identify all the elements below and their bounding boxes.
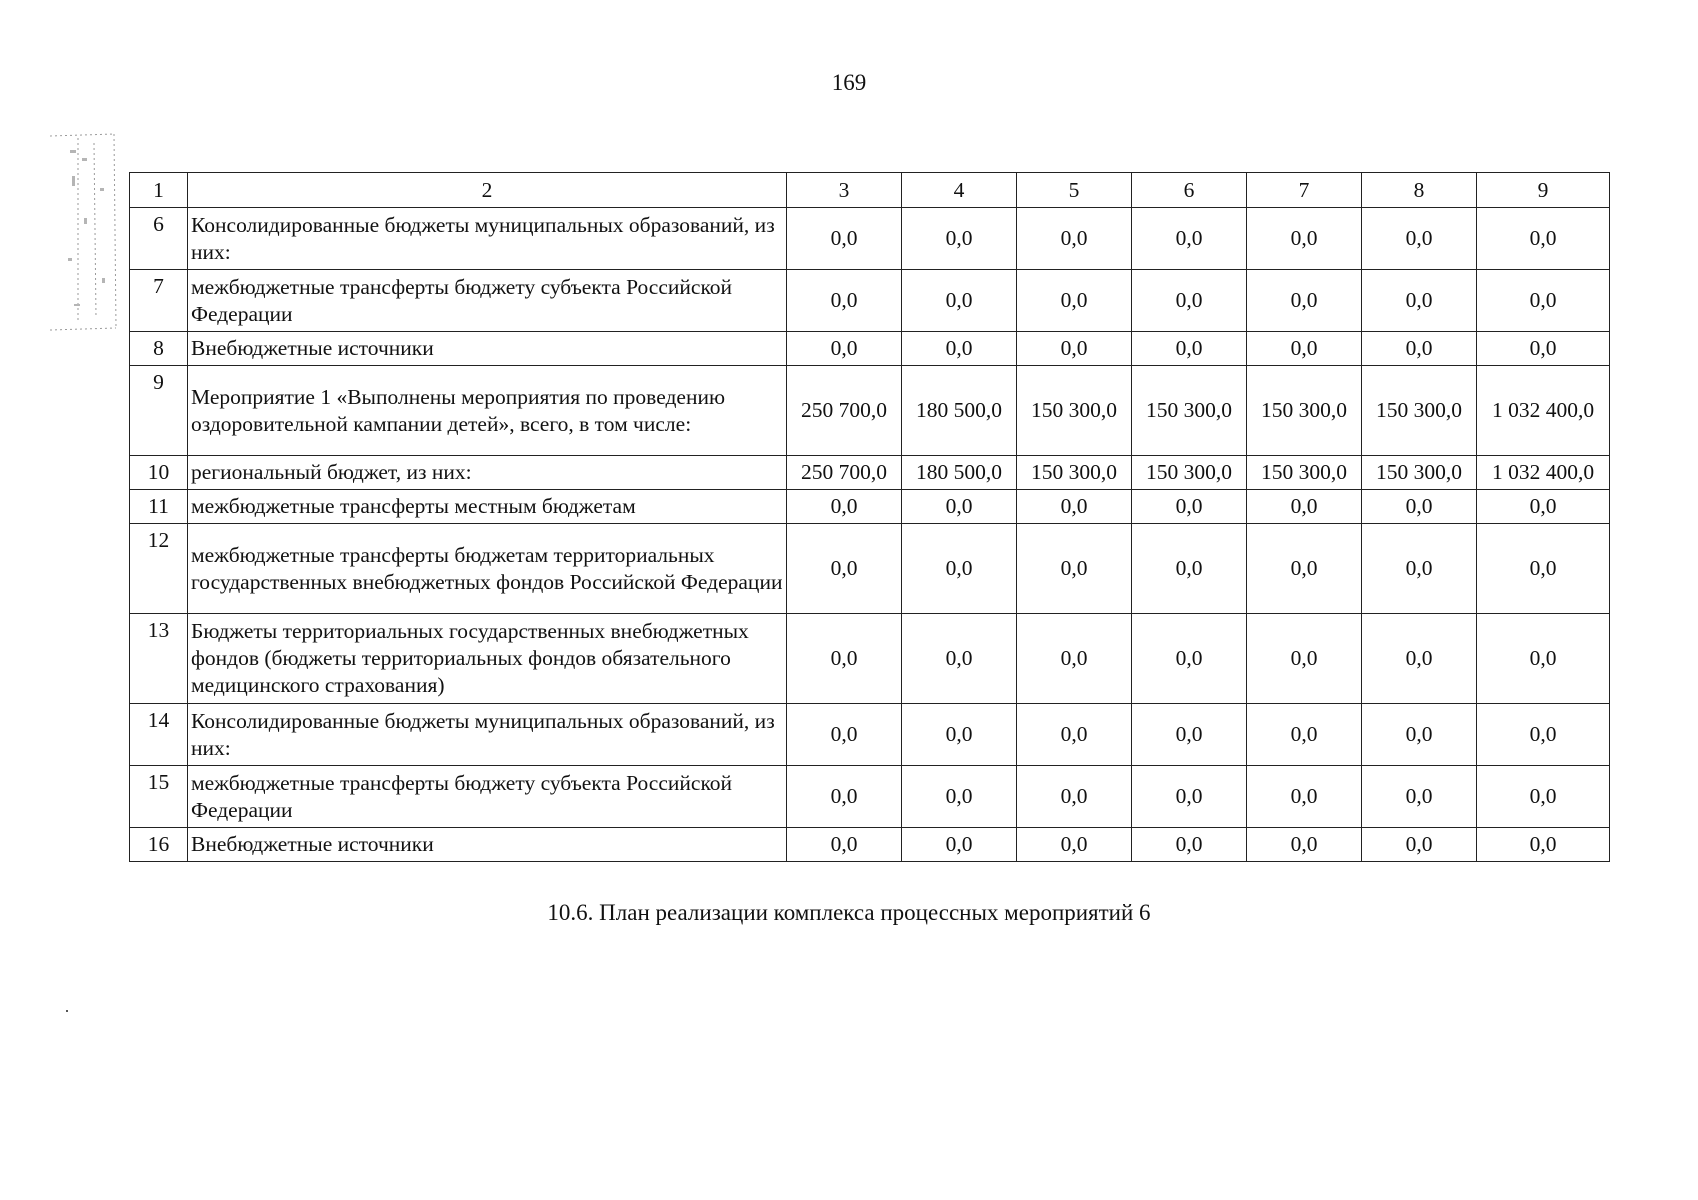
value-cell: 0,0 [1132, 490, 1247, 524]
value-cell: 0,0 [1477, 332, 1610, 366]
table-row [130, 366, 1610, 456]
value-cell: 0,0 [1247, 332, 1362, 366]
row-number: 8 [130, 332, 188, 366]
value-cell: 0,0 [1362, 704, 1477, 766]
row-name: Внебюджетные источники [188, 332, 787, 366]
row-number: 16 [130, 828, 188, 862]
row-number: 14 [130, 704, 188, 766]
column-header: 2 [188, 173, 787, 208]
value-cell: 0,0 [1362, 524, 1477, 614]
value-cell: 0,0 [1477, 490, 1610, 524]
column-header: 6 [1132, 173, 1247, 208]
value-cell: 0,0 [1247, 524, 1362, 614]
row-name: межбюджетные трансферты бюджету субъекта Российской Федерации [188, 270, 787, 332]
row-number: 7 [130, 270, 188, 332]
value-cell: 0,0 [787, 766, 902, 828]
value-cell: 0,0 [787, 614, 902, 704]
value-cell: 0,0 [1247, 704, 1362, 766]
scan-speck [66, 1010, 68, 1012]
table-row [130, 208, 1610, 270]
value-cell: 0,0 [902, 828, 1017, 862]
value-cell: 0,0 [787, 208, 902, 270]
value-cell: 0,0 [902, 490, 1017, 524]
column-header: 9 [1477, 173, 1610, 208]
row-number: 6 [130, 208, 188, 270]
row-number: 10 [130, 456, 188, 490]
value-cell: 0,0 [1247, 270, 1362, 332]
value-cell: 0,0 [1017, 766, 1132, 828]
value-cell: 0,0 [1247, 490, 1362, 524]
row-name: Бюджеты территориальных государственных внебюджетных фондов (бюджеты территориальных фондов обязательного медицинского страхования) [188, 614, 787, 704]
scan-stamp-mark [48, 128, 118, 338]
row-name: Внебюджетные источники [188, 828, 787, 862]
value-cell: 1 032 400,0 [1477, 456, 1610, 490]
column-header: 8 [1362, 173, 1477, 208]
value-cell: 1 032 400,0 [1477, 366, 1610, 456]
value-cell: 0,0 [1362, 828, 1477, 862]
value-cell: 0,0 [1247, 828, 1362, 862]
value-cell: 0,0 [902, 332, 1017, 366]
table-row [130, 524, 1610, 614]
value-cell: 0,0 [902, 766, 1017, 828]
value-cell: 0,0 [1017, 490, 1132, 524]
value-cell: 150 300,0 [1362, 366, 1477, 456]
value-cell: 0,0 [1017, 208, 1132, 270]
value-cell: 0,0 [1477, 766, 1610, 828]
value-cell: 0,0 [787, 828, 902, 862]
value-cell: 0,0 [1017, 524, 1132, 614]
table-row [130, 828, 1610, 862]
value-cell: 150 300,0 [1132, 456, 1247, 490]
value-cell: 0,0 [1477, 704, 1610, 766]
value-cell: 0,0 [1247, 614, 1362, 704]
row-number: 9 [130, 366, 188, 456]
table-header-row [130, 173, 1610, 208]
table-row [130, 704, 1610, 766]
row-name: межбюджетные трансферты бюджетам территориальных государственных внебюджетных фондов Российской Федерации [188, 524, 787, 614]
value-cell: 0,0 [1132, 828, 1247, 862]
value-cell: 0,0 [1017, 270, 1132, 332]
value-cell: 0,0 [1132, 270, 1247, 332]
value-cell: 0,0 [902, 614, 1017, 704]
table-row [130, 270, 1610, 332]
value-cell: 0,0 [787, 704, 902, 766]
column-header: 7 [1247, 173, 1362, 208]
value-cell: 0,0 [1362, 208, 1477, 270]
value-cell: 150 300,0 [1247, 456, 1362, 490]
column-header: 5 [1017, 173, 1132, 208]
value-cell: 0,0 [1247, 766, 1362, 828]
value-cell: 0,0 [1362, 332, 1477, 366]
value-cell: 0,0 [1132, 208, 1247, 270]
value-cell: 0,0 [1477, 270, 1610, 332]
column-header: 1 [130, 173, 188, 208]
table-row [130, 766, 1610, 828]
value-cell: 0,0 [902, 208, 1017, 270]
value-cell: 0,0 [902, 704, 1017, 766]
row-number: 12 [130, 524, 188, 614]
value-cell: 0,0 [902, 524, 1017, 614]
value-cell: 0,0 [1247, 208, 1362, 270]
value-cell: 250 700,0 [787, 456, 902, 490]
column-header: 4 [902, 173, 1017, 208]
row-number: 11 [130, 490, 188, 524]
value-cell: 0,0 [902, 270, 1017, 332]
budget-table [129, 172, 1610, 862]
value-cell: 180 500,0 [902, 456, 1017, 490]
table-row [130, 490, 1610, 524]
value-cell: 0,0 [1362, 270, 1477, 332]
value-cell: 150 300,0 [1017, 366, 1132, 456]
value-cell: 0,0 [787, 332, 902, 366]
value-cell: 0,0 [1362, 490, 1477, 524]
table-row [130, 332, 1610, 366]
value-cell: 0,0 [1477, 524, 1610, 614]
value-cell: 150 300,0 [1362, 456, 1477, 490]
value-cell: 250 700,0 [787, 366, 902, 456]
row-number: 15 [130, 766, 188, 828]
value-cell: 180 500,0 [902, 366, 1017, 456]
value-cell: 0,0 [1132, 704, 1247, 766]
column-header: 3 [787, 173, 902, 208]
value-cell: 0,0 [1477, 614, 1610, 704]
value-cell: 0,0 [1362, 614, 1477, 704]
value-cell: 0,0 [1017, 614, 1132, 704]
value-cell: 0,0 [787, 270, 902, 332]
row-number: 13 [130, 614, 188, 704]
value-cell: 0,0 [1132, 524, 1247, 614]
value-cell: 0,0 [1477, 828, 1610, 862]
value-cell: 0,0 [787, 524, 902, 614]
value-cell: 0,0 [1132, 614, 1247, 704]
value-cell: 0,0 [1017, 332, 1132, 366]
table-row [130, 614, 1610, 704]
value-cell: 0,0 [1132, 332, 1247, 366]
value-cell: 0,0 [1362, 766, 1477, 828]
row-name: межбюджетные трансферты местным бюджетам [188, 490, 787, 524]
value-cell: 0,0 [1017, 828, 1132, 862]
row-name: региональный бюджет, из них: [188, 456, 787, 490]
value-cell: 150 300,0 [1247, 366, 1362, 456]
value-cell: 150 300,0 [1132, 366, 1247, 456]
row-name: Консолидированные бюджеты муниципальных образований, из них: [188, 704, 787, 766]
row-name: Мероприятие 1 «Выполнены мероприятия по проведению оздоровительной кампании детей», всего, в том числе: [188, 366, 787, 456]
table-row [130, 456, 1610, 490]
value-cell: 0,0 [1017, 704, 1132, 766]
row-name: межбюджетные трансферты бюджету субъекта Российской Федерации [188, 766, 787, 828]
value-cell: 0,0 [1477, 208, 1610, 270]
page-number: 169 [831, 70, 867, 95]
section-caption: 10.6. План реализации комплекса процессных мероприятий 6 [547, 900, 1151, 925]
value-cell: 0,0 [1132, 766, 1247, 828]
row-name: Консолидированные бюджеты муниципальных образований, из них: [188, 208, 787, 270]
value-cell: 0,0 [787, 490, 902, 524]
value-cell: 150 300,0 [1017, 456, 1132, 490]
